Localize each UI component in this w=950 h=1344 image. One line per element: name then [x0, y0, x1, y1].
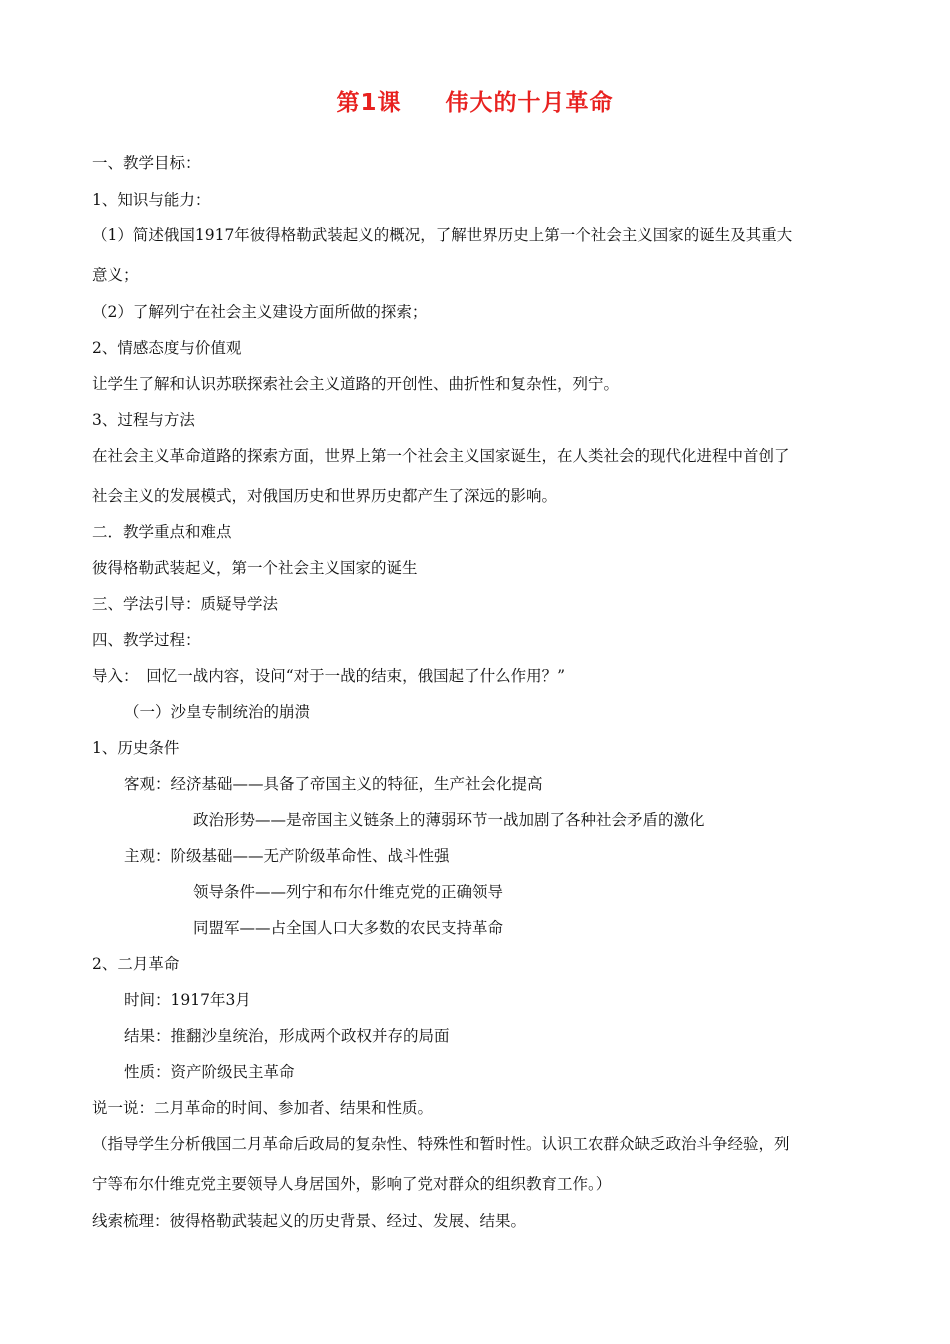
text-line: 社会主义的发展模式，对俄国历史和世界历史都产生了深远的影响。	[92, 487, 558, 505]
text-line: 导入： 回忆一战内容，设问“对于一战的结束，俄国起了什么作用？”	[92, 667, 566, 685]
text-line: 2、二月革命	[92, 955, 180, 973]
text-line: 线索梳理：彼得格勒武装起义的历史背景、经过、发展、结果。	[92, 1212, 527, 1230]
text-line: 领导条件——列宁和布尔什维克党的正确领导	[193, 883, 504, 901]
text-line: 同盟军——占全国人口大多数的农民支持革命	[193, 919, 504, 937]
text-line: （一）沙皇专制统治的崩溃	[124, 703, 311, 721]
text-line: 一、教学目标：	[92, 154, 201, 172]
text-line: 1、历史条件	[92, 739, 180, 757]
text-line: 2、情感态度与价值观	[92, 339, 242, 357]
text-line: 四、教学过程：	[92, 631, 201, 649]
text-line: 意义；	[92, 266, 139, 284]
text-line: 说一说：二月革命的时间、参加者、结果和性质。	[92, 1099, 434, 1117]
text-line: 彼得格勒武装起义，第一个社会主义国家的诞生	[92, 559, 418, 577]
text-line: 政治形势——是帝国主义链条上的薄弱环节一战加剧了各种社会矛盾的激化	[193, 811, 705, 829]
text-line: （2）了解列宁在社会主义建设方面所做的探索；	[92, 303, 428, 321]
text-line: 二．教学重点和难点	[92, 523, 232, 541]
text-line: 在社会主义革命道路的探索方面，世界上第一个社会主义国家诞生，在人类社会的现代化进程中首创了	[92, 447, 790, 465]
text-line: （1）简述俄国1917年彼得格勒武装起义的概况，了解世界历史上第一个社会主义国家的诞生及其重大	[92, 226, 793, 244]
lesson-name: 伟大的十月革命	[445, 90, 614, 116]
text-line: 时间：1917年3月	[124, 991, 251, 1009]
text-line: 1、知识与能力：	[92, 191, 211, 209]
lesson-title	[0, 84, 950, 117]
text-line: 三、学法引导：质疑导学法	[92, 595, 279, 613]
text-line: 主观：阶级基础——无产阶级革命性、战斗性强	[124, 847, 450, 865]
lesson-number: 第1课	[336, 90, 402, 116]
text-line: 宁等布尔什维克党主要领导人身居国外，影响了党对群众的组织教育工作。）	[92, 1175, 612, 1193]
text-line: 客观：经济基础——具备了帝国主义的特征，生产社会化提高	[124, 775, 543, 793]
text-line: 让学生了解和认识苏联探索社会主义道路的开创性、曲折性和复杂性，列宁。	[92, 375, 620, 393]
text-line: 结果：推翻沙皇统治，形成两个政权并存的局面	[124, 1027, 450, 1045]
text-line: （指导学生分析俄国二月革命后政局的复杂性、特殊性和暂时性。认识工农群众缺乏政治斗争经验，列	[92, 1135, 790, 1153]
text-line: 3、过程与方法	[92, 411, 195, 429]
text-line: 性质：资产阶级民主革命	[124, 1063, 295, 1081]
